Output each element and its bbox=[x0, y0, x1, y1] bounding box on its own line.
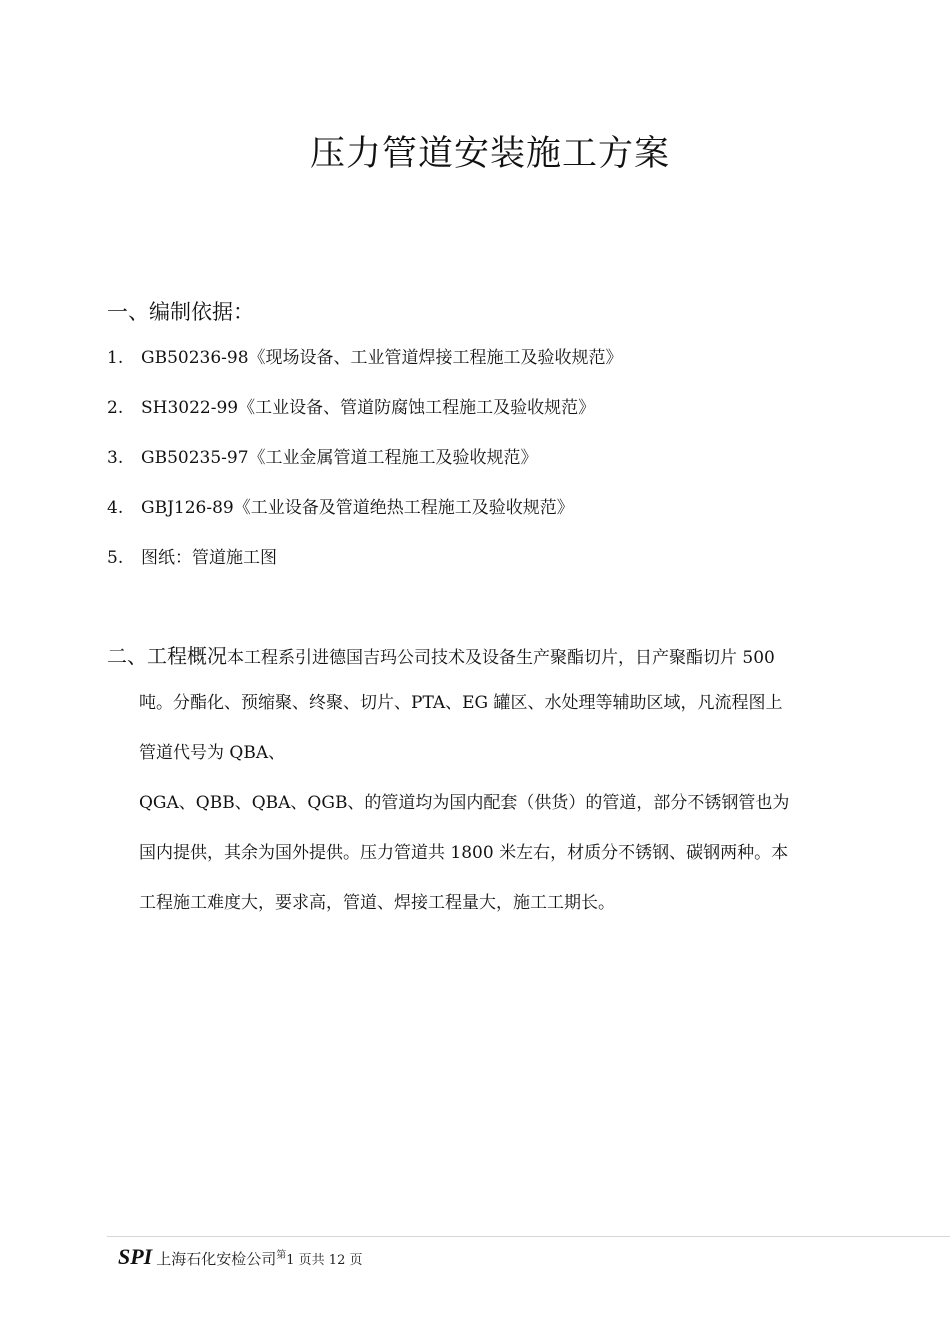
document-title: 压力管道安装施工方案 bbox=[309, 134, 670, 174]
overview-paragraph-line: 国内提供，其余为国外提供。压力管道共 1800 米左右，材质分不锈钢、碳钢两种。本 bbox=[139, 843, 789, 863]
list-item bbox=[107, 493, 623, 543]
list-item-text: SH3022-99《工业设备、管道防腐蚀工程施工及验收规范》 bbox=[141, 398, 596, 418]
reference-list bbox=[107, 343, 623, 593]
section-heading-basis: 一、编制依据： bbox=[107, 300, 254, 324]
list-item-number: 4. bbox=[107, 498, 124, 518]
company-logo: SPI bbox=[118, 1244, 153, 1269]
overview-paragraph-line: QGA、QBB、QBA、QGB、的管道均为国内配套（供货）的管道，部分不锈钢管也为 bbox=[139, 793, 790, 813]
overview-paragraph-line: 工程施工难度大，要求高，管道、焊接工程量大，施工工期长。 bbox=[139, 893, 615, 913]
section-overview bbox=[107, 636, 862, 928]
list-item bbox=[107, 343, 623, 393]
overview-paragraph bbox=[107, 678, 862, 928]
footer-company-name: 上海石化安检公司 bbox=[156, 1250, 277, 1268]
overview-marker: 二、 bbox=[107, 644, 147, 668]
list-item-number: 5. bbox=[107, 548, 124, 568]
list-item-text: GB50236-98《现场设备、工业管道焊接工程施工及验收规范》 bbox=[141, 348, 623, 368]
overview-paragraph-line: 吨。分酯化、预缩聚、终聚、切片、PTA、EG 罐区、水处理等辅助区域，凡流程图上 bbox=[139, 693, 783, 713]
footer-page-prefix: 第 bbox=[276, 1250, 287, 1261]
footer-divider bbox=[107, 1236, 950, 1237]
list-item-number: 3. bbox=[107, 448, 124, 468]
list-item-text: 图纸：管道施工图 bbox=[141, 548, 277, 568]
list-item bbox=[107, 393, 623, 443]
footer-page-number: 1 页共 12 页 bbox=[286, 1253, 363, 1268]
list-item bbox=[107, 543, 623, 593]
list-item-number: 1. bbox=[107, 348, 124, 368]
overview-paragraph-line: 本工程系引进德国吉玛公司技术及设备生产聚酯切片，日产聚酯切片 500 bbox=[227, 648, 775, 668]
list-item bbox=[107, 443, 623, 493]
list-item-number: 2. bbox=[107, 398, 124, 418]
overview-title: 工程概况 bbox=[147, 644, 227, 668]
page-footer bbox=[118, 1244, 362, 1270]
overview-first-line bbox=[107, 636, 862, 678]
list-item-text: GB50235-97《工业金属管道工程施工及验收规范》 bbox=[141, 448, 538, 468]
overview-paragraph-line: 管道代号为 QBA、 bbox=[139, 743, 286, 763]
list-item-text: GBJ126-89《工业设备及管道绝热工程施工及验收规范》 bbox=[141, 498, 574, 518]
